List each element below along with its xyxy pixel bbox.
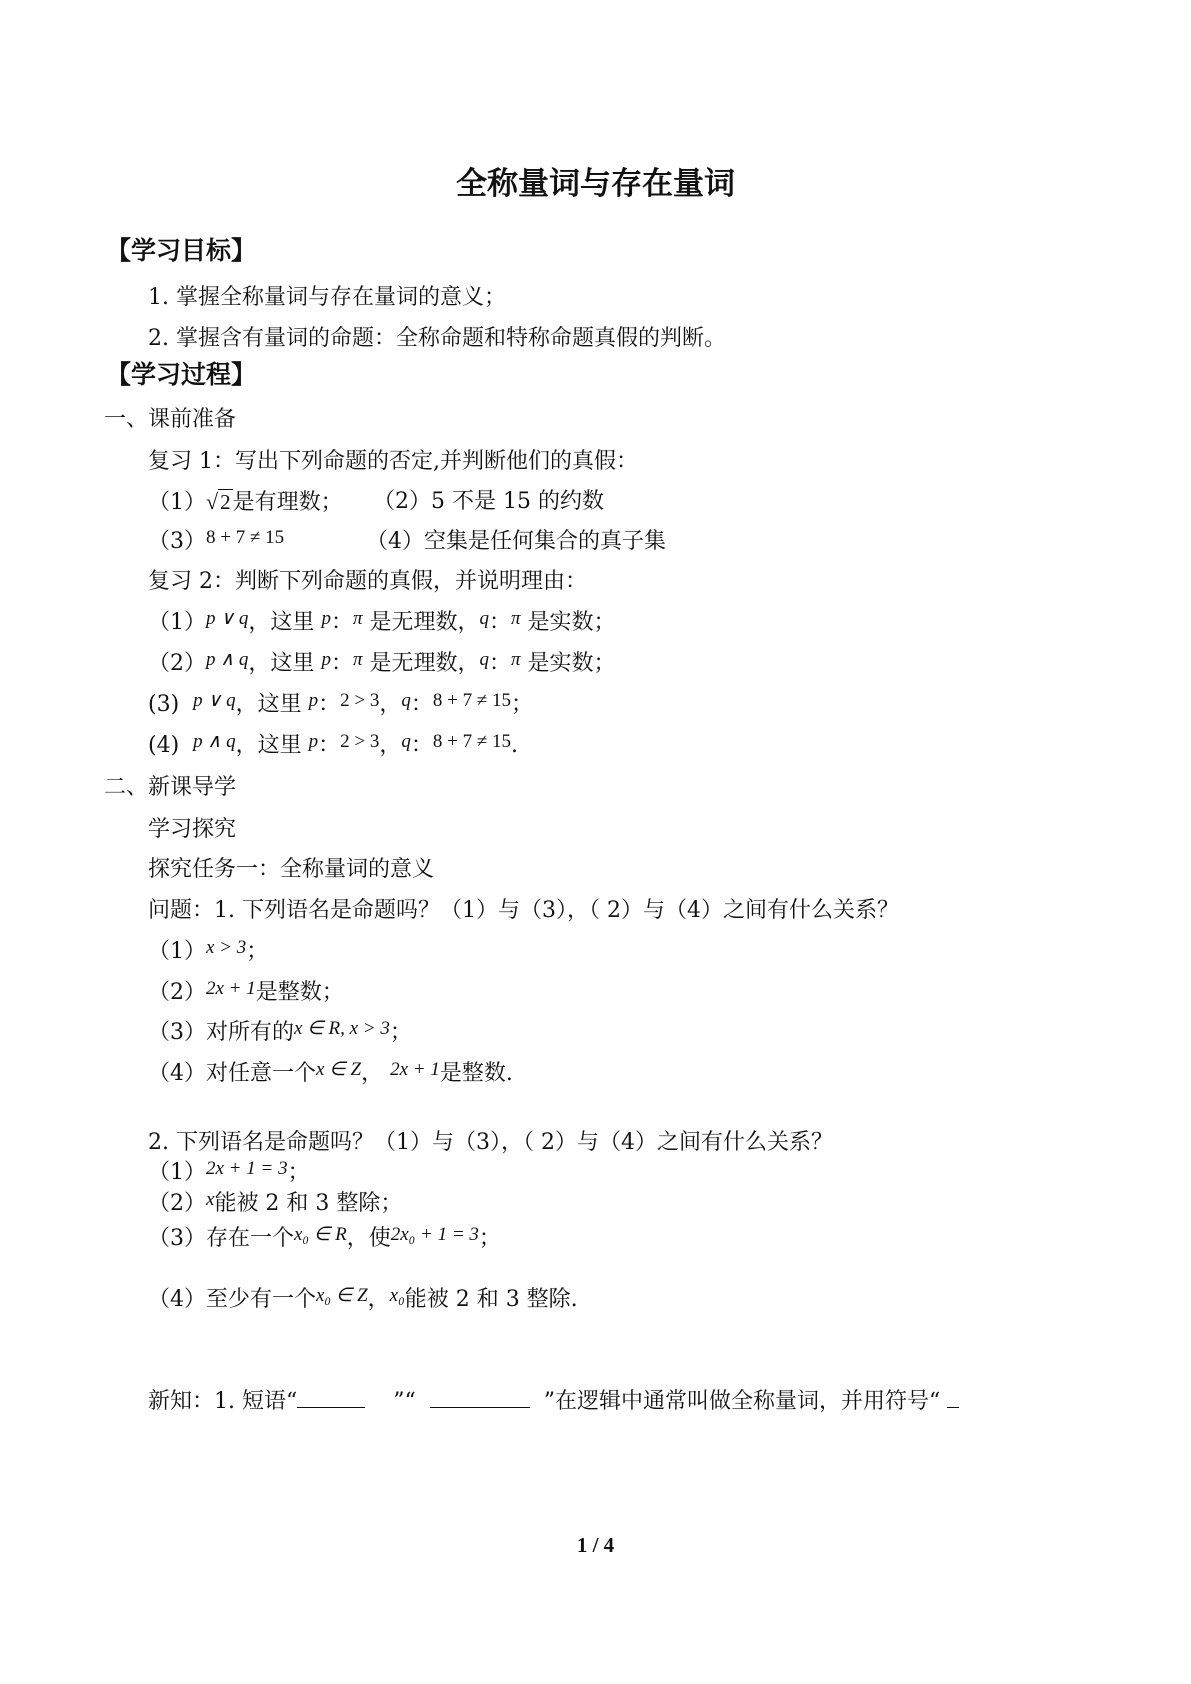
question1-item: （3）对所有的x ∈ R, x > 3； [148, 1018, 412, 1045]
question2-item: （3）存在一个x₀ ∈ R，使2x₀ + 1 = 3； [148, 1224, 501, 1251]
review-intro: 复习 2：判断下列命题的真假，并说明理由： [148, 569, 587, 594]
subheading: 学习探究 [148, 817, 237, 842]
question-intro: 2. 下列语名是命题吗？（1）与（3），（ 2）与（4）之间有什么关系？ [148, 1130, 833, 1155]
sqrt-expression: √2 [206, 489, 231, 514]
question1-item: （2）2x + 1是整数； [148, 978, 344, 1005]
review1-item-1: （1）√2是有理数； [148, 489, 343, 515]
review2-item: （2）p ∧ q，这里 p：π 是无理数，q：π 是实数； [148, 649, 616, 676]
part-heading: 一、课前准备 [104, 407, 237, 432]
question-intro: 问题：1. 下列语名是命题吗？（1）与（3），（ 2）与（4）之间有什么关系？ [148, 898, 899, 923]
fill-blank[interactable] [947, 1385, 959, 1408]
review1-item-2: （2）5 不是 15 的约数 [373, 489, 604, 514]
review2-item: (3) p ∨ q，这里 p：2 > 3，q：8 + 7 ≠ 15； [148, 690, 534, 717]
review-intro: 复习 1：写出下列命题的否定,并判断他们的真假： [148, 449, 638, 474]
goal-item: 1. 掌握全称量词与存在量词的意义； [148, 285, 506, 310]
fill-blank[interactable] [297, 1385, 365, 1408]
page-title: 全称量词与存在量词 [456, 166, 735, 202]
page-number: 1 / 4 [576, 1533, 615, 1557]
part-heading: 二、新课导学 [104, 775, 237, 800]
new-knowledge: 新知：1. 短语“ ”“ ”在逻辑中通常叫做全称量词，并用符号“ [148, 1385, 959, 1417]
review1-item-3: （3）8 + 7 ≠ 15 [148, 527, 285, 554]
fill-blank[interactable] [430, 1385, 530, 1408]
question1-item: （1）x > 3； [148, 937, 269, 964]
question2-item: （2）x能被 2 和 3 整除； [148, 1189, 403, 1216]
section-heading-goals: 【学习目标】 [106, 236, 257, 265]
question1-item: （4）对任意一个x ∈ Z， 2x + 1是整数. [148, 1059, 513, 1086]
task-heading: 探究任务一：全称量词的意义 [148, 857, 435, 882]
review2-item: (4) p ∧ q，这里 p：2 > 3，q：8 + 7 ≠ 15. [148, 731, 519, 758]
review2-item: （1）p ∨ q，这里 p：π 是无理数，q：π 是实数； [148, 608, 616, 635]
review1-item-4: （4）空集是任何集合的真子集 [366, 529, 666, 554]
question2-item: （4）至少有一个x₀ ∈ Z，x₀能被 2 和 3 整除. [148, 1285, 578, 1312]
question2-item: （1）2x + 1 = 3； [148, 1158, 310, 1185]
goal-item: 2. 掌握含有量词的命题：全称命题和特称命题真假的判断。 [148, 326, 726, 351]
section-heading-process: 【学习过程】 [106, 360, 257, 389]
